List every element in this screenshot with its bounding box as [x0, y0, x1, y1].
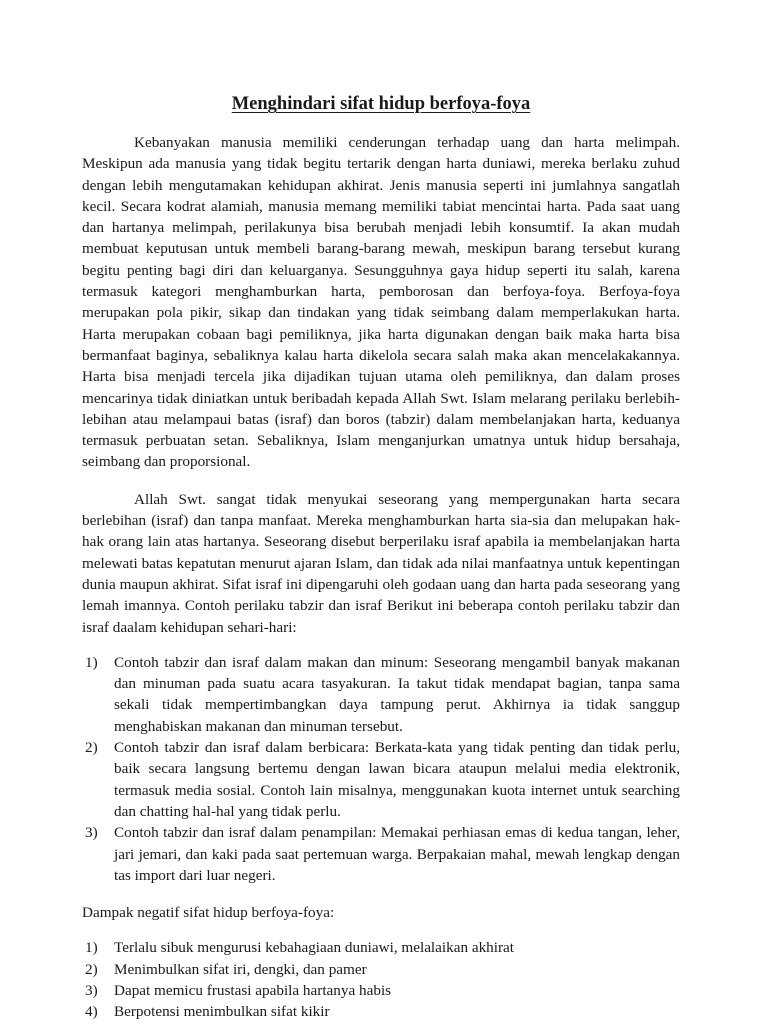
list-item: [82, 652, 680, 737]
list-item: [82, 937, 680, 958]
list-item-text: Contoh tabzir dan israf dalam makan dan minum: Seseorang mengambil banyak makanan dan minuman pada suatu acara tasyakuran. Ia takut tidak mendapat bagian, tanpa sama sekali tidak mempertimbangkan daya tampung perut. Akhirnya ia tidak sanggup menghabiskan makanan dan minuman tersebut.: [114, 653, 680, 735]
list-item-text: Berpotensi menimbulkan sifat kikir: [114, 1003, 330, 1021]
list-number: 1): [85, 939, 98, 957]
list-item-text: Contoh tabzir dan israf dalam berbicara: Berkata-kata yang tidak penting dan tidak perlu, baik secara langsung bertemu dengan lawan bicara ataupun melalui media elektronik, termasuk media sosial. Contoh lain misalnya, menggunakan kuota internet untuk searching dan chatting hal-hal yang tidak perlu.: [114, 739, 680, 820]
list-item: [82, 959, 680, 980]
list-item: [82, 980, 680, 1001]
list-item: [82, 737, 680, 822]
paragraph-israf: Allah Swt. sangat tidak menyukai seseorang yang mempergunakan harta secara berlebihan (israf) dan tanpa manfaat. Mereka menghamburkan harta sia-sia dan melupakan hak-hak orang lain atas hartanya. Seseorang disebut berperilaku israf apabila ia membelanjakan harta melewati batas kepatutan menurut ajaran Islam, dan tidak ada nilai manfaatnya untuk kepentingan dunia maupun akhirat. Sifat israf ini dipengaruhi oleh godaan uang dan harta pada seseorang yang lemah imannya. Contoh perilaku tabzir dan israf Berikut ini beberapa contoh perilaku tabzir dan israf daalam kehidupan sehari-hari:: [82, 490, 680, 636]
list-number: 2): [85, 960, 98, 978]
list-number: 2): [85, 739, 98, 757]
list-number: 3): [85, 824, 98, 842]
document-page: [82, 92, 680, 1023]
list-item-text: Menimbulkan sifat iri, dengki, dan pamer: [114, 960, 367, 978]
impact-intro: Dampak negatif sifat hidup berfoya-foya:: [82, 904, 335, 922]
list-item-text: Contoh tabzir dan israf dalam penampilan: Memakai perhiasan emas di kedua tangan, leher, jari jemari, dan kaki pada saat pertemuan warga. Berpakaian mahal, mewah lengkap dengan tas import dari luar negeri.: [114, 824, 680, 884]
list-number: 3): [85, 981, 98, 999]
list-number: 4): [85, 1003, 98, 1021]
list-item: [82, 822, 680, 886]
document-title: Menghindari sifat hidup berfoya-foya: [231, 94, 531, 114]
list-number: 1): [85, 653, 98, 671]
list-item: [82, 1001, 680, 1022]
list-item-text: Dapat memicu frustasi apabila hartanya habis: [114, 981, 392, 999]
paragraph-intro: Kebanyakan manusia memiliki cenderungan terhadap uang dan harta melimpah. Meskipun ada manusia yang tidak begitu tertarik dengan harta duniawi, mereka berlaku zuhud dengan lebih mengutamakan kehidupan akhirat. Jenis manusia seperti ini jumlahnya sangatlah kecil. Secara kodrat alamiah, manusia memang memiliki tabiat mencintai harta. Pada saat uang dan hartanya melimpah, perilakunya bisa berubah menjadi lebih konsumtif. Ia akan mudah membuat keputusan untuk membeli barang-barang mewah, meskipun barang tersebut kurang begitu penting bagi diri dan keluarganya. Sesungguhnya gaya hidup seperti itu salah, karena termasuk kategori menghamburkan harta, pemborosan dan berfoya-foya. Berfoya-foya merupakan pola pikir, sikap dan tindakan yang tidak seimbang dalam memperlakukan harta. Harta merupakan cobaan bagi pemiliknya, jika harta digunakan dengan baik maka harta bisa bermanfaat baginya, sebaliknya kalau harta dikelola secara salah maka akan mencelakakannya. Harta bisa menjadi tercela jika dijadikan tujuan utama oleh pemiliknya, dan dalam proses mencarinya tidak diniatkan untuk beribadah kepada Allah Swt. Islam melarang perilaku berlebih-lebihan atau melampaui batas (israf) dan boros (tabzir) dalam membelanjakan harta, keduanya termasuk perbuatan setan. Sebaliknya, Islam menganjurkan umatnya untuk hidup bersahaja, seimbang dan proporsional.: [82, 134, 680, 471]
examples-list: [82, 652, 680, 886]
list-item-text: Terlalu sibuk mengurusi kebahagiaan duniawi, melalaikan akhirat: [114, 939, 515, 957]
impacts-list: [82, 937, 680, 1022]
